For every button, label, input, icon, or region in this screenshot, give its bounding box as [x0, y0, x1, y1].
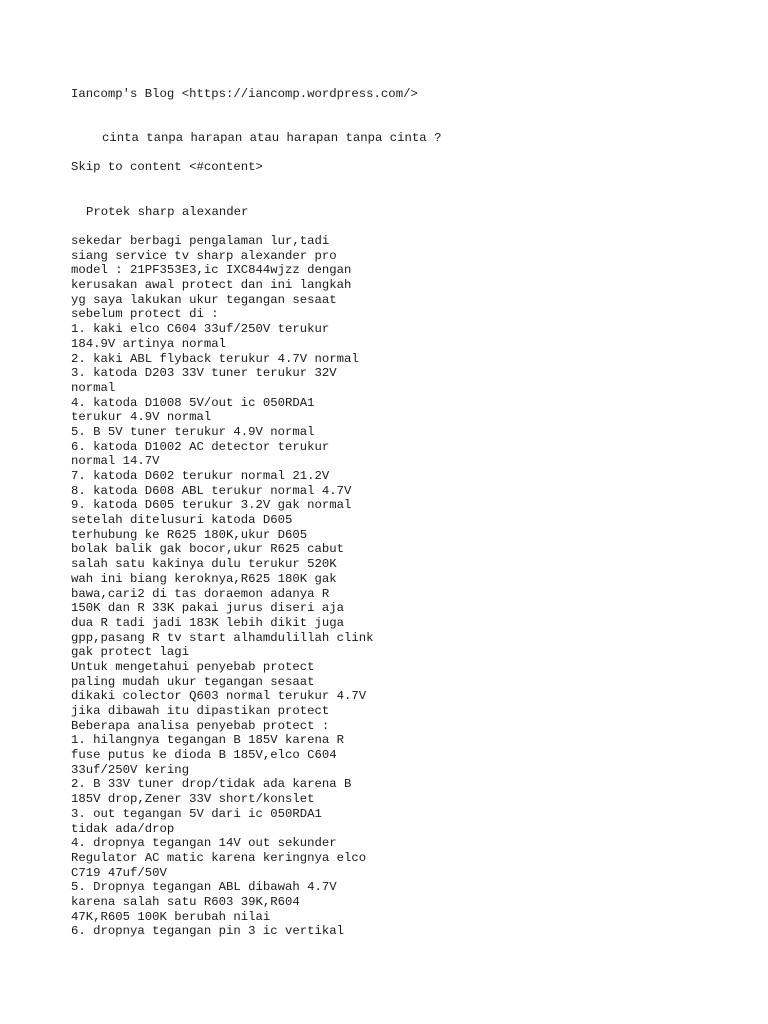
post-line: karena salah satu R603 39K,R604: [71, 894, 300, 909]
post-line: siang service tv sharp alexander pro: [71, 248, 337, 263]
post-line: 1. kaki elco C604 33uf/250V terukur: [71, 322, 330, 337]
post-line: 185V drop,Zener 33V short/konslet: [71, 792, 315, 807]
post-line: 6. dropnya tegangan pin 3 ic vertikal: [71, 924, 345, 939]
post-line: jika dibawah itu dipastikan protect: [71, 704, 330, 718]
post-line: kerusakan awal protect dan ini langkah: [71, 278, 352, 293]
post-line: 4. katoda D1008 5V/out ic 050RDA1: [71, 395, 315, 410]
post-line: 9. katoda D605 terukur 3.2V gak normal: [71, 498, 352, 513]
post-line: salah satu kakinya dulu terukur 520K: [71, 557, 337, 572]
post-line: 1. hilangnya tegangan B 185V karena R: [71, 733, 345, 748]
post-line: terukur 4.9V normal: [71, 410, 212, 425]
post-line: 33uf/250V kering: [71, 762, 190, 777]
post-line: Regulator AC matic karena keringnya elco: [71, 850, 367, 865]
blog-home-link[interactable]: Iancomp's Blog <https://iancomp.wordpress.com/>: [71, 87, 418, 101]
post-line: 2. B 33V tuner drop/tidak ada karena B: [71, 777, 352, 792]
post-line: sebelum protect di :: [71, 307, 219, 322]
post-line: model : 21PF353E3,ic IXC844wjzz dengan: [71, 263, 352, 278]
post-line: dua R tadi jadi 183K lebih dikit juga: [71, 615, 345, 630]
post-line: dikaki colector Q603 normal terukur 4.7V: [71, 689, 367, 704]
post-line: normal: [71, 380, 116, 395]
post-line: C719 47uf/50V: [71, 865, 167, 880]
post-title: Protek sharp alexander: [86, 205, 249, 219]
post-line: paling mudah ukur tegangan sesaat: [71, 674, 315, 689]
post-line: 5. B 5V tuner terukur 4.9V normal: [71, 424, 315, 439]
post-line: 7. katoda D602 terukur normal 21.2V: [71, 469, 330, 483]
post-line: 150K dan R 33K pakai jurus diseri aja: [71, 601, 345, 616]
post-line: sekedar berbagi pengalaman lur,tadi: [71, 234, 330, 248]
post-line: Untuk mengetahui penyebab protect: [71, 659, 315, 674]
post-line: 8. katoda D608 ABL terukur normal 4.7V: [71, 483, 352, 498]
post-line: yg saya lakukan ukur tegangan sesaat: [71, 292, 337, 307]
post-line: Beberapa analisa penyebab protect :: [71, 718, 330, 733]
post-body: [71, 234, 374, 939]
post-line: 47K,R605 100K berubah nilai: [71, 909, 271, 924]
post-line: terhubung ke R625 180K,ukur D605: [71, 527, 308, 542]
post-line: 2. kaki ABL flyback terukur 4.7V normal: [71, 351, 359, 366]
post-line: normal 14.7V: [71, 454, 160, 469]
post-line: 5. Dropnya tegangan ABL dibawah 4.7V: [71, 880, 337, 895]
post-line: gak protect lagi: [71, 645, 190, 660]
post-line: wah ini biang keroknya,R625 180K gak: [71, 571, 337, 586]
post-line: 6. katoda D1002 AC detector terukur: [71, 439, 330, 454]
post-line: gpp,pasang R tv start alhamdulillah clink: [71, 630, 374, 645]
post-line: fuse putus ke dioda B 185V,elco C604: [71, 748, 337, 763]
post-line: 3. out tegangan 5V dari ic 050RDA1: [71, 806, 322, 821]
post-line: bolak balik gak bocor,ukur R625 cabut: [71, 542, 345, 557]
skip-to-content-link[interactable]: Skip to content <#content>: [71, 160, 263, 174]
blog-tagline: cinta tanpa harapan atau harapan tanpa cinta ?: [102, 131, 442, 145]
post-line: setelah ditelusuri katoda D605: [71, 513, 293, 528]
post-line: tidak ada/drop: [71, 821, 175, 836]
post-line: bawa,cari2 di tas doraemon adanya R: [71, 586, 330, 601]
post-line: 3. katoda D203 33V tuner terukur 32V: [71, 366, 337, 381]
post-line: 184.9V artinya normal: [71, 336, 226, 351]
post-line: 4. dropnya tegangan 14V out sekunder: [71, 836, 337, 851]
